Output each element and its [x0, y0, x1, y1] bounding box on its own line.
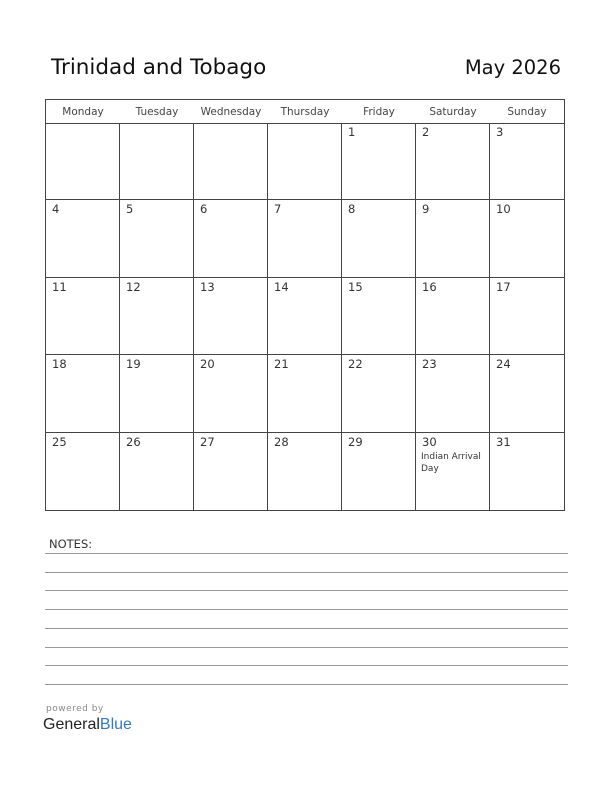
calendar-grid — [45, 99, 565, 511]
brand-blue: Blue — [99, 716, 132, 733]
day-cell — [342, 278, 416, 355]
day-cell — [120, 355, 194, 433]
weekday-tuesday: Tuesday — [135, 106, 179, 118]
day-cell — [342, 355, 416, 433]
day-cell — [120, 433, 194, 510]
day-number: 25 — [52, 435, 67, 449]
day-cell — [194, 123, 268, 200]
day-cell — [490, 200, 564, 278]
notes-label: NOTES: — [49, 537, 93, 551]
brand-general: General — [43, 716, 100, 733]
day-cell — [342, 433, 416, 510]
day-number: 14 — [274, 280, 289, 294]
day-cell — [490, 278, 564, 355]
day-number: 31 — [496, 435, 511, 449]
day-cell — [194, 433, 268, 510]
day-number: 23 — [422, 357, 437, 371]
weekday-header-row — [46, 100, 564, 124]
page-title: Trinidad and Tobago — [51, 55, 267, 80]
day-cell — [268, 278, 342, 355]
day-number: 13 — [200, 280, 215, 294]
weekday-friday: Friday — [363, 106, 395, 118]
holiday-label: Indian Arrival Day — [421, 452, 481, 474]
day-cell — [490, 123, 564, 200]
day-number: 11 — [52, 280, 67, 294]
day-cell — [490, 355, 564, 433]
day-number: 7 — [274, 202, 282, 216]
note-line — [45, 572, 568, 573]
day-number: 3 — [496, 125, 504, 139]
day-number: 8 — [348, 202, 356, 216]
day-cell — [194, 355, 268, 433]
day-number: 2 — [422, 125, 430, 139]
weekday-saturday: Saturday — [429, 106, 477, 118]
day-cell — [194, 278, 268, 355]
day-cell — [268, 123, 342, 200]
note-line — [45, 647, 568, 648]
day-number: 28 — [274, 435, 289, 449]
day-number: 15 — [348, 280, 363, 294]
weekday-sunday: Sunday — [507, 106, 547, 118]
weekday-wednesday: Wednesday — [200, 106, 262, 118]
day-cell — [46, 355, 120, 433]
powered-by-text: powered by — [46, 704, 104, 714]
day-cell — [416, 123, 490, 200]
day-number: 6 — [200, 202, 208, 216]
day-cell — [120, 123, 194, 200]
day-cell — [46, 433, 120, 510]
day-cell — [46, 200, 120, 278]
note-line — [45, 665, 568, 666]
day-number: 9 — [422, 202, 430, 216]
day-number: 19 — [126, 357, 141, 371]
note-line — [45, 590, 568, 591]
day-cell — [268, 433, 342, 510]
day-cell — [194, 200, 268, 278]
month-year-label: May 2026 — [464, 56, 561, 79]
day-cell — [268, 355, 342, 433]
day-cell — [46, 278, 120, 355]
day-number: 30 — [422, 435, 437, 449]
day-number: 18 — [52, 357, 67, 371]
note-line — [45, 684, 568, 685]
day-number: 5 — [126, 202, 134, 216]
day-cell — [342, 123, 416, 200]
day-number: 22 — [348, 357, 363, 371]
day-cell — [416, 278, 490, 355]
day-cell — [268, 200, 342, 278]
note-line — [45, 628, 568, 629]
day-cells — [46, 123, 564, 510]
generalblue-logo — [43, 716, 132, 734]
day-number: 12 — [126, 280, 141, 294]
day-number: 24 — [496, 357, 511, 371]
day-number: 4 — [52, 202, 60, 216]
note-line — [45, 609, 568, 610]
weekday-thursday: Thursday — [280, 106, 330, 118]
weekday-monday: Monday — [62, 106, 104, 118]
day-cell — [46, 123, 120, 200]
day-number: 20 — [200, 357, 215, 371]
day-cell — [416, 433, 490, 510]
day-number: 21 — [274, 357, 289, 371]
day-cell — [120, 200, 194, 278]
day-cell — [342, 200, 416, 278]
day-number: 1 — [348, 125, 356, 139]
day-cell — [416, 355, 490, 433]
day-number: 26 — [126, 435, 141, 449]
day-number: 16 — [422, 280, 437, 294]
day-cell — [490, 433, 564, 510]
day-cell — [416, 200, 490, 278]
note-line — [45, 553, 568, 554]
day-number: 10 — [496, 202, 511, 216]
day-cell — [120, 278, 194, 355]
day-number: 27 — [200, 435, 215, 449]
day-number: 17 — [496, 280, 511, 294]
day-number: 29 — [348, 435, 363, 449]
